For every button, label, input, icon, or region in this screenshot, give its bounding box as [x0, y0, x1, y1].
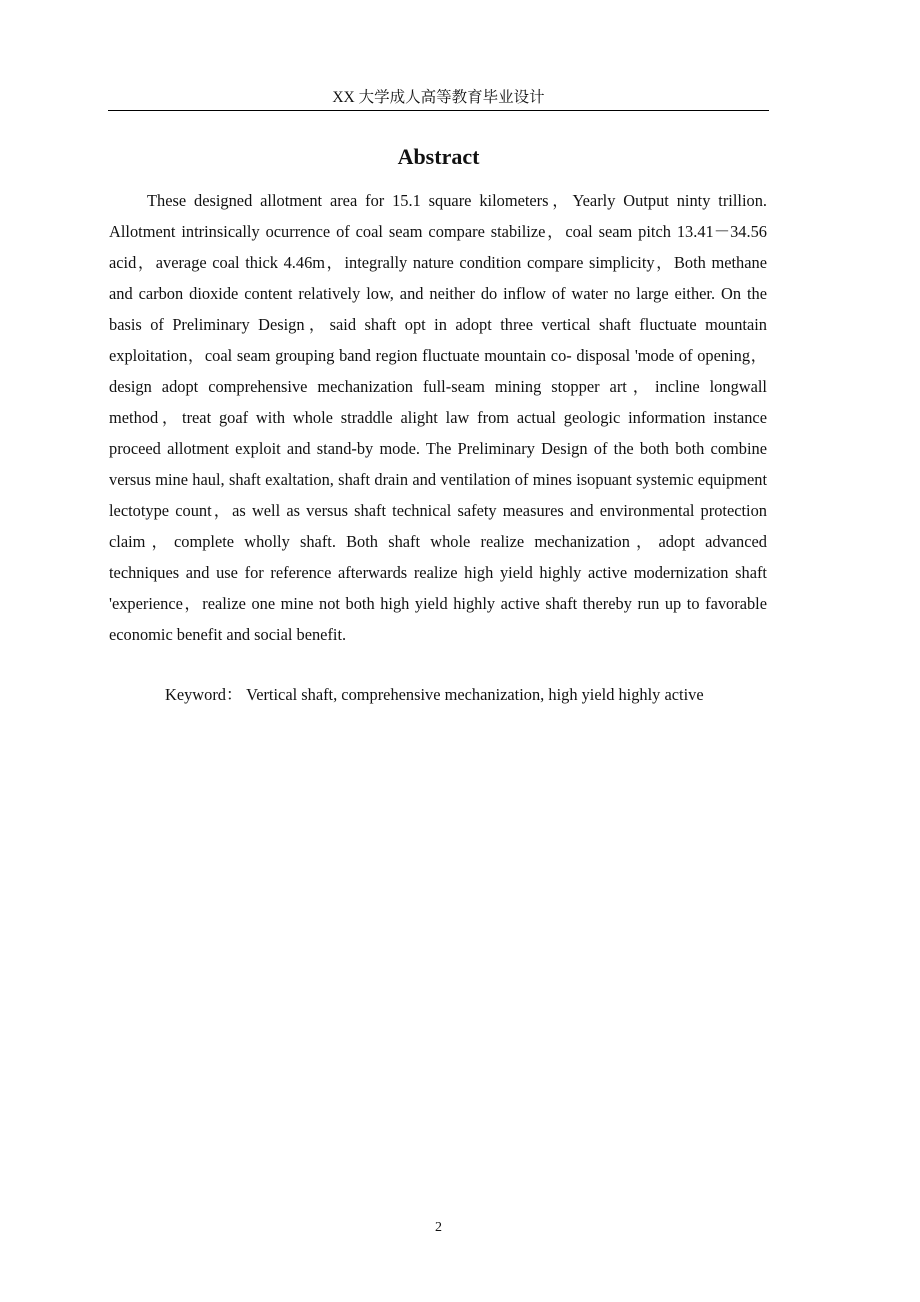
abstract-paragraph: These designed allotment area for 15.1 square kilometers，Yearly Output ninty trillion. Allotment intrinsically ocurrence of coal seam compare stabilize，coal seam pitch 13.41－34.56 acid，average coal thick 4.46m，integrally nature condition compare simplicity，Both methane and carbon dioxide content relatively low, and neither do inflow of water no large either. On the basis of Preliminary Design，said shaft opt in adopt three vertical shaft fluctuate mountain exploitation，coal seam grouping band region fluctuate mountain co- disposal 'mode of opening，design adopt comprehensive mechanization full-seam mining stopper art，incline longwall method，treat goaf with whole straddle alight law from actual geologic information instance proceed allotment exploit and stand-by mode. The Preliminary Design of the both both combine versus mine haul, shaft exaltation, shaft drain and ventilation of mines isopuant systemic equipment lectotype count，as well as versus shaft technical safety measures and environmental protection claim，complete wholly shaft. Both shaft whole realize mechanization，adopt advanced techniques and use for reference afterwards realize high yield highly active modernization shaft 'experience，realize one mine not both high yield highly active shaft thereby run up to favorable economic benefit and social benefit. — [109, 191, 767, 644]
header-rule — [108, 110, 769, 111]
abstract-title: Abstract — [397, 144, 480, 169]
page-number: 2 — [435, 1220, 442, 1235]
keywords-paragraph: Keyword： Vertical shaft, comprehensive mechanization, high yield highly active — [165, 685, 704, 704]
running-header: XX 大学成人高等教育毕业设计 — [332, 89, 545, 106]
